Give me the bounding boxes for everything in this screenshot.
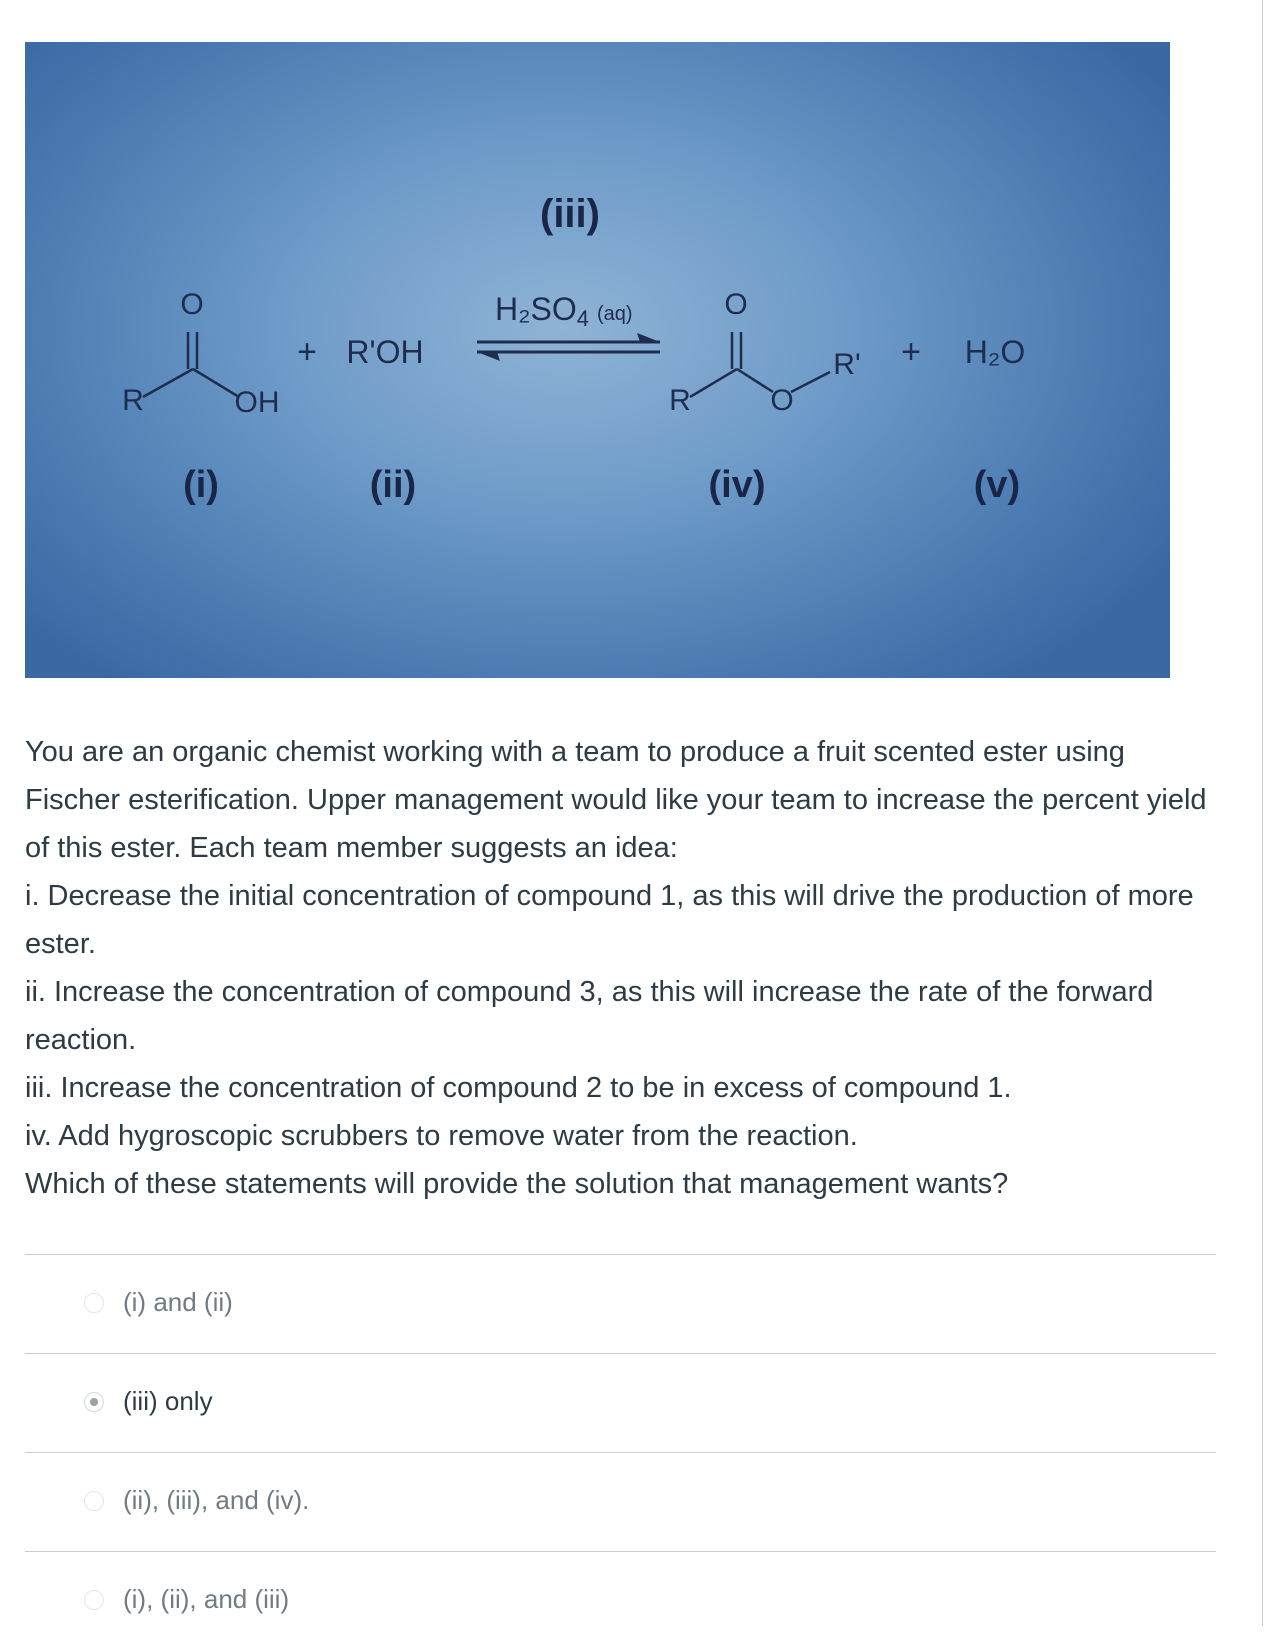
answer-label-2[interactable]: (iii) only	[123, 1386, 213, 1416]
answer-label-3[interactable]: (ii), (iii), and (iv).	[123, 1485, 310, 1515]
reaction-figure	[25, 42, 1170, 678]
alcohol-formula: R'OH	[346, 334, 424, 370]
radio-button-2[interactable]	[84, 1392, 104, 1412]
answer-label-1[interactable]: (i) and (ii)	[123, 1287, 233, 1317]
statement-iv: iv. Add hygroscopic scrubbers to remove water from the reaction.	[25, 1120, 858, 1152]
acid-hydroxyl: OH	[234, 386, 280, 419]
ester-carbonyl-oxygen: O	[724, 288, 748, 321]
radio-button-3[interactable]	[84, 1491, 104, 1511]
equilibrium-arrows-icon	[477, 333, 660, 361]
acid-r-group: R	[122, 384, 144, 417]
acid-bond-oh	[193, 369, 239, 397]
question-intro: You are an organic chemist working with a team to produce a fruit scented ester using Fischer esterification. Upper management would like your team to increase the percent yield of this ester. Each team member suggests an idea:	[25, 736, 1207, 864]
ester-ether-oxygen: O	[770, 384, 794, 417]
answer-list	[25, 1254, 1216, 1632]
answer-label-4[interactable]: (i), (ii), and (iii)	[123, 1584, 290, 1614]
page-right-border	[1262, 0, 1263, 1626]
ester-r-prime-group: R'	[833, 348, 861, 381]
catalyst-subscript: 4	[576, 306, 590, 331]
compound-label-iv: (iv)	[708, 464, 766, 506]
answer-option-3[interactable]	[25, 1452, 1216, 1551]
step-label-iii: (iii)	[540, 192, 600, 236]
answer-option-1[interactable]	[25, 1254, 1216, 1353]
ester-bond-r	[690, 369, 737, 397]
catalyst-formula	[495, 291, 633, 331]
catalyst-state: (aq)	[597, 303, 633, 325]
compound-label-v: (v)	[973, 464, 1021, 506]
acid-bond-r	[143, 369, 193, 397]
answer-option-2[interactable]	[25, 1353, 1216, 1452]
plus-sign-1: +	[297, 333, 317, 371]
ester-r-group: R	[669, 384, 691, 417]
ester-bond-r-prime	[791, 372, 830, 392]
radio-button-4[interactable]	[84, 1590, 104, 1610]
question-prompt: Which of these statements will provide the solution that management wants?	[25, 1168, 1009, 1200]
carboxylic-acid-structure	[122, 288, 279, 419]
radio-button-1[interactable]	[84, 1293, 104, 1313]
acid-carbonyl-oxygen: O	[180, 288, 204, 321]
water-formula: H₂O	[964, 334, 1026, 370]
plus-sign-2: +	[901, 333, 921, 371]
question-text	[25, 728, 1225, 1208]
compound-label-i: (i)	[183, 464, 219, 506]
statement-iii: iii. Increase the concentration of compound 2 to be in excess of compound 1.	[25, 1072, 1012, 1104]
catalyst-main: H₂SO	[495, 291, 577, 327]
statement-i: i. Decrease the initial concentration of compound 1, as this will drive the production of more ester.	[25, 880, 1194, 960]
fischer-esterification-scheme	[25, 42, 1170, 678]
answer-option-4[interactable]	[25, 1551, 1216, 1632]
statement-ii: ii. Increase the concentration of compound 3, as this will increase the rate of the forward reaction.	[25, 976, 1154, 1056]
compound-label-ii: (ii)	[369, 464, 417, 506]
ester-bond-o	[737, 369, 773, 392]
ester-structure	[669, 288, 861, 417]
